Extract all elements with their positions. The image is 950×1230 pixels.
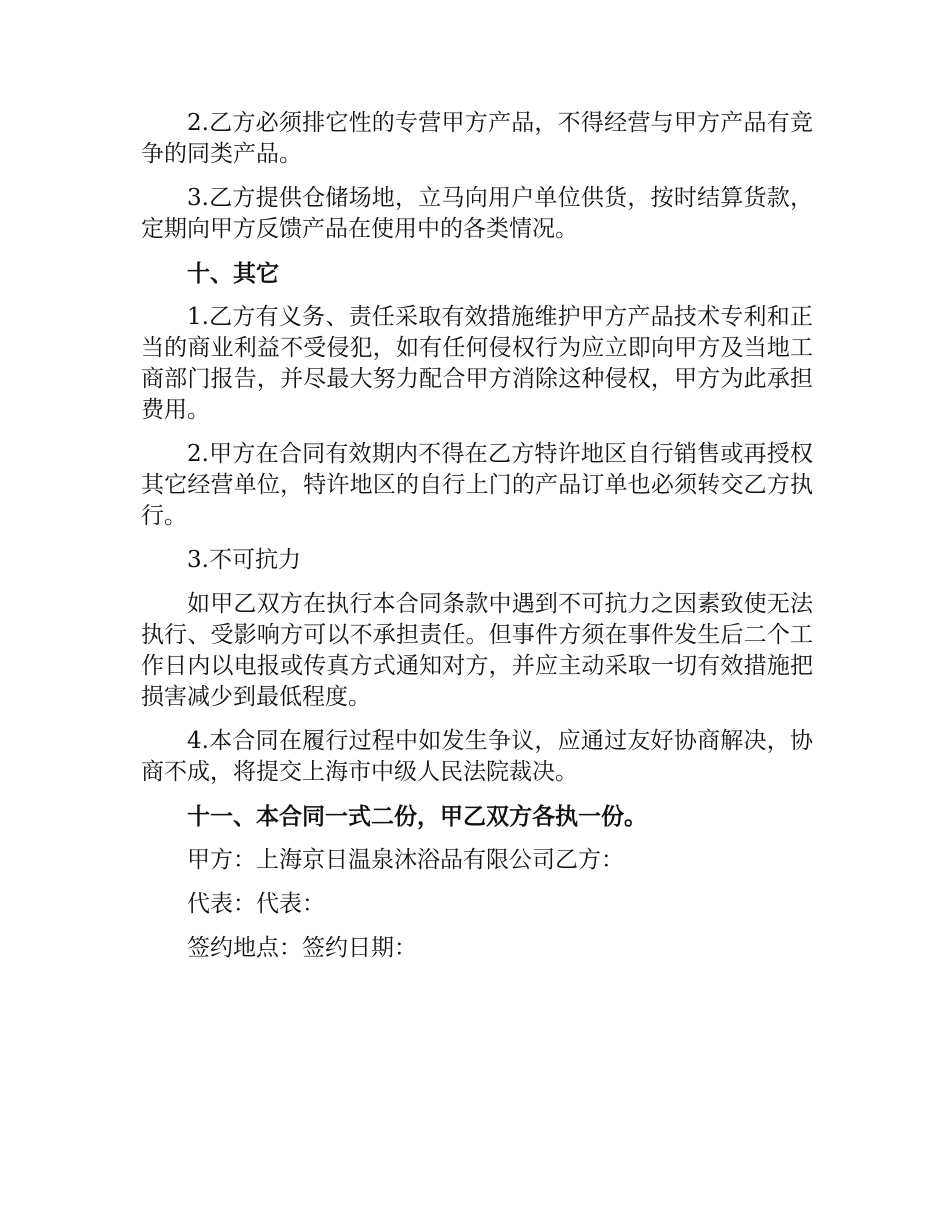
clause-10-1: 1.乙方有义务、责任采取有效措施维护甲方产品技术专利和正当的商业利益不受侵犯，如有任何侵权行为应立即向甲方及当地工商部门报告，并尽最大努力配合甲方消除这种侵权，甲方为此承担费用。 bbox=[141, 304, 813, 423]
party-line: 甲方：上海京日温泉沐浴品有限公司乙方： bbox=[187, 847, 624, 873]
force-majeure-text: 如甲乙双方在执行本合同条款中遇到不可抗力之因素致使无法执行、受影响方可以不承担责任。但事件方须在事件发生后二个工作日内以电报或传真方式通知对方，并应主动采取一切有效措施把损害减少到最低程度。 bbox=[141, 591, 813, 710]
representative-line: 代表：代表： bbox=[187, 891, 325, 917]
clause-10-2: 2.甲方在合同有效期内不得在乙方特许地区自行销售或再授权其它经营单位，特许地区的自行上门的产品订单也必须转交乙方执行。 bbox=[141, 441, 813, 529]
signing-place-date-line: 签约地点：签约日期： bbox=[187, 935, 417, 961]
contract-body bbox=[141, 108, 813, 977]
section-heading-10: 十、其它 bbox=[187, 260, 279, 287]
clause-10-3-title: 3.不可抗力 bbox=[187, 547, 301, 573]
clause-9-2: 2.乙方必须排它性的专营甲方产品，不得经营与甲方产品有竞争的同类产品。 bbox=[141, 110, 813, 167]
clause-10-4: 4.本合同在履行过程中如发生争议，应通过友好协商解决，协商不成，将提交上海市中级人民法院裁决。 bbox=[141, 728, 813, 785]
clause-9-3: 3.乙方提供仓储场地，立马向用户单位供货，按时结算货款，定期向甲方反馈产品在使用中的各类情况。 bbox=[141, 185, 813, 242]
section-heading-11: 十一、本合同一式二份，甲乙双方各执一份。 bbox=[187, 803, 647, 830]
